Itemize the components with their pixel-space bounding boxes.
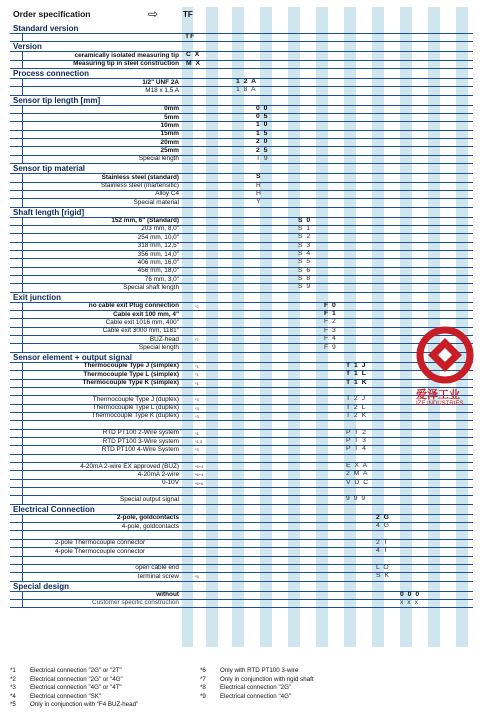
option-label: Special length bbox=[138, 344, 179, 351]
footnote-item bbox=[10, 667, 122, 674]
row-marker bbox=[10, 198, 23, 206]
option-label: Measuring tip in steel construction bbox=[73, 60, 179, 68]
row-marker bbox=[10, 547, 23, 555]
option-label: 254 mm, 10,0" bbox=[137, 233, 179, 241]
row-marker bbox=[10, 487, 23, 495]
footnote-text: Electrical connection "4G" or "4T" bbox=[30, 684, 122, 691]
row-marker bbox=[10, 78, 23, 86]
option-code: 1 2 A bbox=[236, 78, 257, 86]
option-label: Special material bbox=[133, 198, 179, 206]
company-logo bbox=[416, 326, 476, 407]
option-label: 15mm bbox=[160, 130, 179, 138]
option-code: S 3 bbox=[298, 241, 312, 249]
option-code: P T 3 bbox=[346, 437, 367, 444]
footnote-text: Electrical connection "2G" or "2T" bbox=[30, 667, 122, 674]
option-label: BUZ-head bbox=[149, 335, 179, 343]
row-marker bbox=[10, 344, 23, 352]
footnote-text: Electrical connection "SK" bbox=[30, 692, 102, 700]
option-code: E X A bbox=[346, 462, 369, 470]
footnote-text: Only in conjunction with "F4 BUZ-head" bbox=[30, 701, 139, 708]
option-label: 4-pole Thermocouple connector bbox=[55, 547, 146, 555]
row-marker bbox=[10, 556, 23, 564]
footnote-ref: *3 bbox=[195, 447, 199, 453]
footnote-number: *4 bbox=[10, 692, 16, 700]
footnote-item bbox=[200, 693, 291, 700]
option-code: S 8 bbox=[298, 275, 312, 283]
footnote-number: *3 bbox=[10, 684, 16, 691]
option-code: T 2 L bbox=[346, 403, 367, 411]
option-code: S 1 bbox=[298, 224, 312, 232]
footnote-number: *8 bbox=[200, 684, 206, 691]
row-marker bbox=[10, 404, 23, 412]
row-marker bbox=[10, 379, 23, 387]
option-label: 4-20mA 2-wire bbox=[137, 470, 179, 478]
option-code: S bbox=[256, 173, 262, 181]
row-marker bbox=[10, 190, 23, 198]
option-code: S 0 bbox=[298, 216, 312, 224]
section-title: Electrical Connection bbox=[13, 504, 95, 514]
option-label: 76 mm, 3,0" bbox=[144, 275, 179, 283]
option-code: T 2 J bbox=[346, 395, 366, 403]
option-label: 0mm bbox=[164, 105, 179, 113]
option-label: 2-pole, goldcontacts bbox=[116, 514, 179, 522]
row-marker bbox=[10, 242, 23, 250]
option-code: 1 8 A bbox=[236, 86, 257, 94]
option-label: terminal screw bbox=[137, 572, 179, 580]
option-code: 4 T bbox=[376, 547, 389, 555]
footnote-ref: *1 bbox=[195, 363, 199, 369]
option-label: RTD PT100 2-Wire system bbox=[102, 429, 179, 437]
logo-chinese-text: 爱泽工业 bbox=[416, 389, 460, 401]
option-label: 10mm bbox=[160, 121, 179, 129]
option-label: RTD PT100 3-Wire system bbox=[102, 437, 179, 445]
footnote-number: *9 bbox=[200, 692, 206, 700]
option-code: TF bbox=[185, 33, 196, 40]
row-marker bbox=[10, 539, 23, 547]
row-marker bbox=[10, 302, 23, 310]
row-marker bbox=[10, 138, 23, 146]
option-label: no cable exit Plug connection bbox=[88, 302, 179, 310]
row-marker bbox=[10, 105, 23, 113]
option-code: P T 2 bbox=[346, 428, 367, 436]
option-code: 4 G bbox=[376, 522, 390, 530]
arrow-right-icon: ⇨ bbox=[148, 7, 159, 21]
option-code: F 4 bbox=[324, 335, 337, 343]
row-marker bbox=[10, 250, 23, 258]
option-label: 2-pole Thermocouple connector bbox=[55, 539, 146, 547]
footnote-text: Electrical connection "2G" or "4G" bbox=[30, 675, 123, 683]
footnote-text: Electrical connection "4G" bbox=[220, 692, 292, 700]
option-label: 152 mm, 6" (Standard) bbox=[111, 217, 179, 225]
option-code: 0 0 bbox=[256, 104, 269, 112]
footnote-ref: *3 bbox=[195, 397, 199, 403]
option-label: 4-pole, goldcontacts bbox=[121, 522, 179, 530]
option-label: Thermocouple Type L (duplex) bbox=[92, 404, 179, 412]
option-label: Cable exit 3000 mm, 1181" bbox=[102, 327, 179, 335]
option-label: Special length bbox=[138, 155, 179, 163]
option-label: 406 mm, 16,0" bbox=[137, 258, 179, 266]
footnote-number: *5 bbox=[10, 701, 16, 708]
row-marker bbox=[10, 495, 23, 503]
option-code: S K bbox=[376, 572, 390, 580]
option-code: P T 4 bbox=[346, 445, 367, 453]
table-header bbox=[10, 7, 473, 23]
option-code: F 1 bbox=[324, 310, 337, 318]
row-marker bbox=[10, 318, 23, 326]
option-code: T 1 L bbox=[346, 370, 367, 378]
header-code-tf: TF bbox=[183, 10, 193, 19]
row-marker bbox=[10, 155, 23, 163]
option-label: open cable end bbox=[135, 564, 179, 572]
option-code: S 2 bbox=[298, 233, 312, 241]
row-marker bbox=[10, 531, 23, 539]
footnote-item bbox=[10, 693, 101, 700]
option-code: 1 0 bbox=[256, 121, 269, 129]
option-code: S 5 bbox=[298, 258, 312, 266]
option-label: 1/2" UNF 2A bbox=[142, 78, 179, 86]
row-marker bbox=[10, 233, 23, 241]
footnote-item bbox=[200, 667, 298, 674]
footnote-text: Only in conjunction with rigid shaft bbox=[220, 675, 314, 683]
option-label: Cable exit 100 mm, 4" bbox=[113, 310, 179, 318]
option-label: Special output signal bbox=[120, 495, 179, 503]
footnote-ref: *1,3 bbox=[195, 439, 203, 444]
option-code: T 9 bbox=[256, 154, 269, 162]
footnote-ref: *1 bbox=[195, 372, 199, 378]
option-code: 2 T bbox=[376, 538, 389, 546]
option-label: Alloy C4 bbox=[155, 190, 179, 198]
footnote-item bbox=[200, 684, 291, 691]
row-marker bbox=[10, 310, 23, 318]
table-row bbox=[10, 599, 473, 608]
logo-english-text: IZE INDUSTRIES bbox=[416, 401, 464, 407]
footnote-ref: *1 bbox=[195, 430, 199, 436]
option-code: S 6 bbox=[298, 266, 312, 274]
footnote-item bbox=[10, 676, 123, 683]
section-title: Sensor element + output signal bbox=[13, 352, 132, 362]
footnote-ref: *5+4 bbox=[195, 464, 204, 470]
section-title: Sensor tip material bbox=[13, 164, 86, 174]
option-label: Customer specific construction bbox=[91, 599, 179, 607]
option-code: 2 M A bbox=[346, 470, 369, 478]
row-marker bbox=[10, 147, 23, 155]
option-label: Thermocouple Type L (simplex) bbox=[83, 370, 179, 378]
row-marker bbox=[10, 258, 23, 266]
option-label: without bbox=[156, 591, 179, 599]
option-code: M X bbox=[186, 59, 202, 67]
option-label: 356 mm, 14,0" bbox=[137, 250, 179, 258]
option-label: 25mm bbox=[160, 147, 179, 154]
row-marker bbox=[10, 335, 23, 343]
row-marker bbox=[10, 420, 23, 428]
footnote-ref: *1 bbox=[195, 380, 199, 386]
option-label: 4-20mA 2-wire EX approved (BUZ) bbox=[80, 462, 179, 470]
row-marker bbox=[10, 370, 23, 378]
footnote-ref: *3 bbox=[195, 413, 199, 419]
row-marker bbox=[10, 437, 23, 445]
section-title: Sensor tip length [mm] bbox=[13, 95, 101, 105]
footnote-ref: *7 bbox=[195, 337, 199, 343]
footnote-number: *7 bbox=[200, 675, 206, 683]
option-label: Stainless steel (standard) bbox=[101, 173, 179, 181]
option-code: 2 0 bbox=[256, 138, 269, 146]
option-label: 0-10V bbox=[161, 479, 179, 487]
option-label: 20mm bbox=[160, 138, 179, 146]
row-marker bbox=[10, 113, 23, 121]
row-marker bbox=[10, 429, 23, 437]
option-label: Thermocouple Type K (simplex) bbox=[82, 379, 179, 387]
row-marker bbox=[10, 225, 23, 233]
row-marker bbox=[10, 395, 23, 403]
footnote-ref: *5 bbox=[195, 574, 199, 580]
option-code: F 2 bbox=[324, 318, 337, 326]
footnote-number: *6 bbox=[200, 667, 206, 674]
footnote-ref: *6+4 bbox=[195, 472, 204, 478]
option-code: H bbox=[256, 189, 262, 197]
option-code: T 1 K bbox=[346, 378, 368, 386]
section-title: Process connection bbox=[13, 69, 90, 79]
option-code: L O bbox=[376, 563, 390, 571]
option-code: 0 0 0 bbox=[400, 590, 421, 598]
option-code: F 0 bbox=[324, 301, 337, 309]
footnote-number: *1 bbox=[10, 667, 16, 674]
footnote-ref: *6+6 bbox=[195, 480, 204, 486]
section-title: Special design bbox=[13, 581, 70, 591]
section-title: Version bbox=[13, 42, 42, 52]
row-marker bbox=[10, 362, 23, 370]
row-marker bbox=[10, 327, 23, 335]
row-marker bbox=[10, 130, 23, 138]
option-code: 9 9 9 bbox=[346, 495, 367, 503]
option-label: 203 mm, 8,0" bbox=[141, 225, 179, 233]
footnote-item bbox=[10, 684, 122, 691]
option-code: x x x bbox=[400, 598, 419, 606]
option-code: S 9 bbox=[298, 283, 312, 291]
row-marker bbox=[10, 275, 23, 283]
option-code: S 4 bbox=[298, 250, 312, 257]
row-marker bbox=[10, 514, 23, 522]
row-marker bbox=[10, 60, 23, 68]
ize-logo-icon bbox=[416, 326, 474, 384]
option-code: R bbox=[256, 181, 262, 189]
option-label: Stainless steel (martensitic) bbox=[100, 182, 179, 190]
row-marker bbox=[10, 33, 23, 41]
footnote-ref: *2 bbox=[195, 303, 199, 309]
row-marker bbox=[10, 445, 23, 453]
row-marker bbox=[10, 470, 23, 478]
option-code: F 9 bbox=[324, 343, 337, 351]
row-marker bbox=[10, 454, 23, 462]
option-code: Y bbox=[256, 198, 262, 206]
row-marker bbox=[10, 121, 23, 129]
option-label: Thermocouple Type J (simplex) bbox=[83, 362, 179, 370]
page-title: Order specification bbox=[13, 9, 91, 19]
row-marker bbox=[10, 387, 23, 395]
section-title: Exit junction bbox=[13, 292, 61, 302]
option-label: Cable exit 1016 mm, 400" bbox=[105, 318, 179, 326]
row-marker bbox=[10, 267, 23, 275]
option-code: 2 G bbox=[376, 513, 390, 521]
footnote-item bbox=[10, 701, 138, 708]
section-title: Standard version bbox=[13, 24, 79, 33]
footnote-text: Only with RTD PT100 3-wire bbox=[220, 667, 299, 674]
option-code: 1 5 bbox=[256, 129, 269, 137]
row-marker bbox=[10, 86, 23, 94]
row-marker bbox=[10, 462, 23, 470]
row-marker bbox=[10, 564, 23, 572]
footnote-ref: *3 bbox=[195, 405, 199, 411]
row-marker bbox=[10, 522, 23, 530]
option-label: ceramically isolated measuring tip bbox=[74, 51, 179, 59]
row-marker bbox=[10, 572, 23, 580]
option-label: M18 x 1,5 A bbox=[145, 86, 179, 94]
row-marker bbox=[10, 51, 23, 59]
row-marker bbox=[10, 412, 23, 420]
option-code: 0 5 bbox=[256, 113, 269, 121]
option-label: 5mm bbox=[164, 113, 179, 121]
option-label: RTD PT100 4-Wire System bbox=[101, 445, 179, 453]
option-label: Thermocouple Type J (duplex) bbox=[92, 395, 179, 403]
option-code: V D C bbox=[346, 478, 370, 486]
option-label: 318 mm, 12,5" bbox=[137, 242, 179, 250]
row-marker bbox=[10, 591, 23, 599]
option-label: Special shaft length bbox=[123, 283, 179, 291]
option-code: C X bbox=[186, 51, 201, 59]
section-title: Shaft length [rigid] bbox=[13, 207, 85, 217]
option-code: 2 5 bbox=[256, 146, 269, 154]
option-label: Thermocouple Type K (duplex) bbox=[91, 412, 179, 420]
footnote-number: *2 bbox=[10, 675, 16, 683]
footnote-text: Electrical connection "2G" bbox=[220, 684, 292, 691]
row-marker bbox=[10, 182, 23, 190]
row-marker bbox=[10, 599, 23, 607]
footnote-item bbox=[200, 676, 314, 683]
option-code: F 3 bbox=[324, 326, 337, 334]
row-marker bbox=[10, 283, 23, 291]
option-code: T 2 K bbox=[346, 411, 368, 419]
row-marker bbox=[10, 479, 23, 487]
row-marker bbox=[10, 173, 23, 181]
row-marker bbox=[10, 217, 23, 225]
option-label: 456 mm, 18,0" bbox=[137, 267, 179, 275]
option-code: T 1 J bbox=[346, 361, 367, 369]
